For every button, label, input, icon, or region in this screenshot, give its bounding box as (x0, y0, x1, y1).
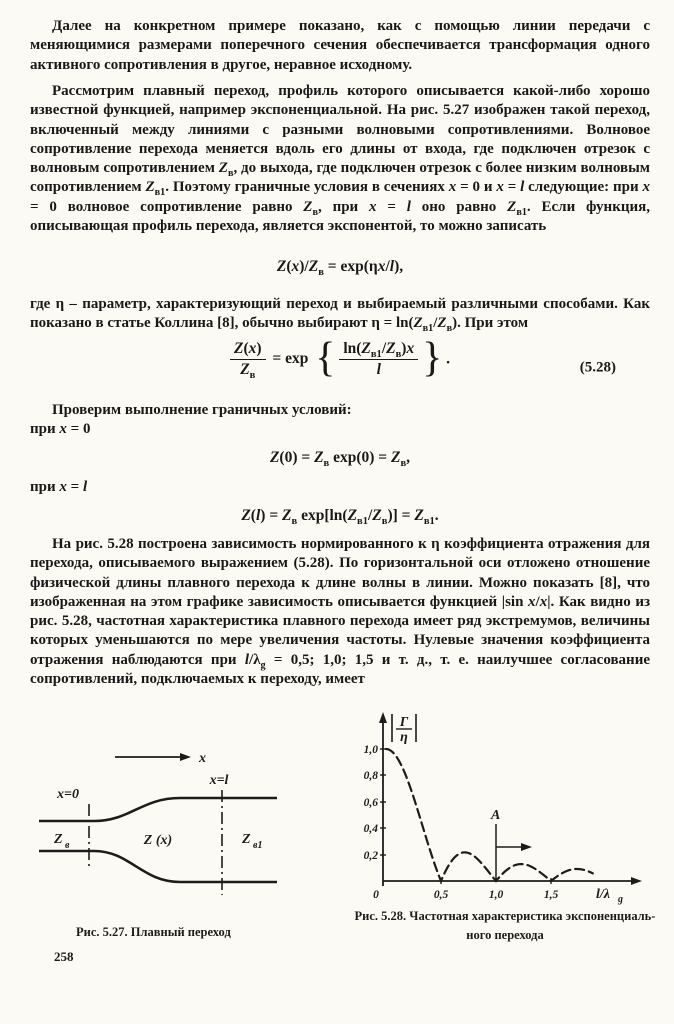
label-zv-sub: в (65, 840, 70, 851)
rhs-fraction (339, 341, 418, 379)
lhs-denominator: $Z_в$ (240, 361, 256, 382)
label-x-equals-l: x=l (209, 773, 229, 788)
xlabel-l-lambda: l/λ (596, 887, 610, 902)
equation-number: (5.28) (579, 359, 616, 376)
label-zv: Z (54, 832, 63, 847)
lhs-fraction (230, 340, 266, 382)
paragraph-fig528-discussion: На рис. 5.28 построена зависимость нормированного к η коэффициента отражения для перехода, описываемого выражением (5.28). По горизонтальной оси отложено отношение физической длины плавного перехода к длине волны в линии. Можно показать [8], что изображенная на этом графике зависимость описывается функцией |sin x/x|. Как видно из рис. 5.28, частотная характеристика плавного перехода имеет ряд экстремумов, величины которых уменьшаются по мере увеличения частоты. Нулевые значения коэффициента отражения наблюдаются при $l/\lambda_g = 0,5$; 1,0; 1,5 и т. д., т. е. наилучшее согласование сопротивлений, подключаемых к переходу, имеет (30, 536, 650, 688)
paragraph-transition-description: Рассмотрим плавный переход, профиль которого описывается какой-либо хорошо известной функцией, например экспоненциальной. На рис. 5.27 изображен такой переход, включенный между линиями с разными волновыми сопротивлениями. Волновое сопротивление перехода меняется вдоль его длины от входа, где подключен отрезок с волновым сопротивлением $Z_в$, до выхода, где подключен отрезок с более низким волновым сопротивлением $Z_{в1}$. Поэтому граничные условия в сечениях x = 0 и x = l следующие: при x = 0 волновое сопротивление равно $Z_в$, при x = l оно равно $Z_{в1}$. Если функция, описывающая профиль перехода, является экспонентой, то можно записать (30, 83, 651, 235)
ylabel-gamma: Γ (399, 715, 409, 730)
figure-5-27-caption: Рис. 5.27. Плавный переход (76, 925, 231, 939)
annotation-a-label: A (491, 808, 501, 823)
open-brace: { (315, 334, 336, 381)
formula-z0: $Z(0) = Z_в$ $\exp(0) = Z_в$, (269, 449, 411, 470)
rhs-denominator: l (376, 361, 381, 379)
formula-zl: $Z(l) = Z_в$ $\exp[\ln(Z_{в1}/Z_в)] = Z_{в1}$. (241, 507, 439, 528)
xtick-0-5: 0,5 (433, 889, 449, 901)
ytick-0-8: 0,8 (363, 770, 378, 782)
ytick-0-6: 0,6 (363, 797, 378, 809)
xlabel-g-sub: g (618, 894, 623, 905)
label-zx: Z (x) (143, 833, 173, 848)
annotation-arrow-head (521, 843, 532, 851)
paragraph-intro: Далее на конкретном примере показано, как с помощью линии передачи с меняющимися размерами поперечного сечения обеспечивается трансформация одного активного сопротивления в другое, неравное исходному. (30, 18, 650, 73)
reflection-coefficient-curve (386, 749, 593, 881)
page-number: 258 (54, 949, 74, 964)
ytick-0-2: 0,2 (363, 850, 378, 862)
condition-xl: при x = l (30, 479, 88, 495)
formula-exp-profile: $Z(x)/Z_в = \exp(\eta x/l)$, (276, 258, 404, 279)
x-axis-letter: x (199, 751, 206, 766)
close-brace: } (422, 334, 443, 381)
x-axis-arrow-head (631, 877, 642, 885)
figure-5-28-caption (352, 907, 658, 945)
paragraph-eta-parameter: где η – параметр, характеризующий переход и выбираемый различными способами. Как показано в статье Коллина [8], обычно выбирают $\eta = \ln(Z_{в1}/Z_в)$. При этом (30, 296, 650, 335)
equals-exp: = exp (272, 350, 309, 368)
y-axis-arrow-head (379, 712, 387, 723)
label-zv1-sub: в1 (253, 840, 263, 851)
ytick-0-4: 0,4 (363, 823, 378, 835)
xtick-1-0: 1,0 (488, 889, 504, 901)
period: . (446, 350, 451, 368)
figure-5-28-caption-line2: ного перехода (466, 928, 544, 942)
paragraph-check-conditions: Проверим выполнение граничных условий: (52, 402, 352, 418)
figure-5-28-chart (340, 700, 660, 905)
figure-5-27-diagram (30, 710, 320, 920)
xtick-0: 0 (373, 889, 379, 901)
label-x-equals-0: x=0 (57, 787, 79, 802)
ytick-1-0: 1,0 (363, 744, 378, 756)
lhs-numerator: Z(x) (230, 341, 266, 360)
ylabel-eta: η (400, 730, 408, 745)
condition-x0: при x = 0 (30, 421, 91, 437)
figure-5-28-caption-line1: Рис. 5.28. Частотная характеристика экспоненциаль- (354, 909, 656, 923)
xtick-1-5: 1,5 (543, 889, 559, 901)
equation-5-28 (30, 334, 650, 395)
bottom-wall (39, 851, 277, 882)
rhs-numerator: $\ln(Z_{в1}/Z_в)x$ (339, 341, 418, 360)
x-direction-arrow-head (180, 753, 191, 761)
label-zv1: Z (242, 832, 251, 847)
